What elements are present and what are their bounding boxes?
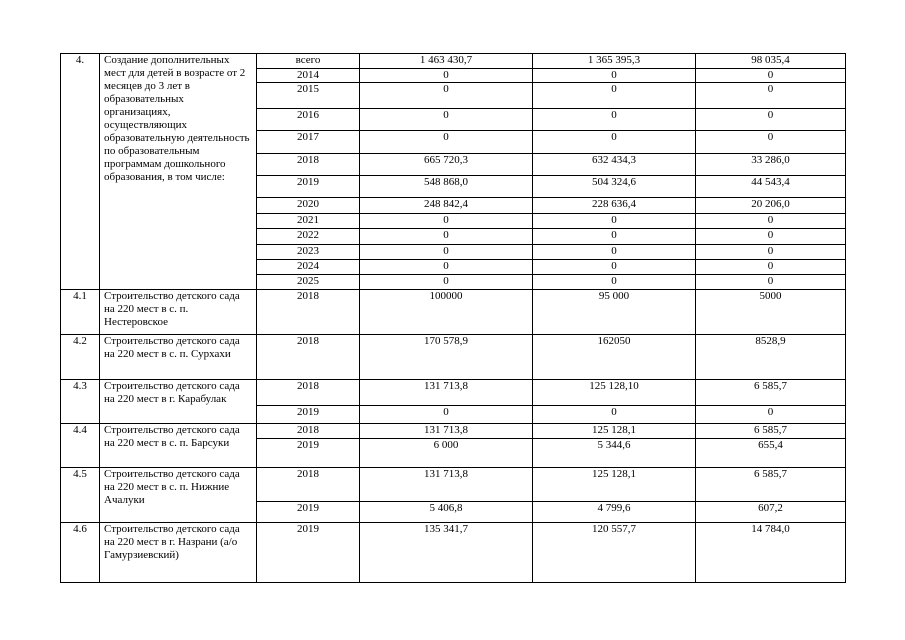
total-cell: 0	[360, 406, 533, 424]
year-cell: 2019	[257, 439, 360, 468]
total-cell: 0	[360, 109, 533, 131]
year-cell: 2017	[257, 131, 360, 154]
year-cell: всего	[257, 54, 360, 69]
federal-cell: 0	[533, 109, 696, 131]
federal-cell: 0	[533, 83, 696, 109]
federal-cell: 125 128,1	[533, 468, 696, 502]
total-cell: 665 720,3	[360, 154, 533, 176]
regional-cell: 98 035,4	[696, 54, 846, 69]
total-cell: 1 463 430,7	[360, 54, 533, 69]
regional-cell: 6 585,7	[696, 424, 846, 439]
total-cell: 100000	[360, 290, 533, 335]
table-row	[61, 380, 846, 406]
regional-cell: 44 543,4	[696, 176, 846, 198]
year-cell: 2019	[257, 523, 360, 583]
row-number: 4.6	[61, 523, 100, 583]
regional-cell: 0	[696, 275, 846, 290]
table-row	[61, 468, 846, 502]
table-row	[61, 424, 846, 439]
year-cell: 2018	[257, 424, 360, 439]
regional-cell: 6 585,7	[696, 468, 846, 502]
year-cell: 2018	[257, 154, 360, 176]
total-cell: 0	[360, 83, 533, 109]
total-cell: 0	[360, 260, 533, 275]
total-cell: 0	[360, 275, 533, 290]
regional-cell: 0	[696, 229, 846, 245]
federal-cell: 120 557,7	[533, 523, 696, 583]
regional-cell: 0	[696, 109, 846, 131]
regional-cell: 0	[696, 406, 846, 424]
regional-cell: 20 206,0	[696, 198, 846, 214]
federal-cell: 95 000	[533, 290, 696, 335]
measure-name: Строительство детского сада на 220 мест в с. п. Сурхахи	[100, 335, 257, 380]
total-cell: 131 713,8	[360, 468, 533, 502]
regional-cell: 14 784,0	[696, 523, 846, 583]
row-number: 4.5	[61, 468, 100, 523]
measure-name: Строительство детского сада на 220 мест в г. Назрани (а/о Гамурзиевский)	[100, 523, 257, 583]
total-cell: 548 868,0	[360, 176, 533, 198]
total-cell: 0	[360, 69, 533, 83]
federal-cell: 0	[533, 214, 696, 229]
year-cell: 2018	[257, 290, 360, 335]
measure-name: Строительство детского сада на 220 мест в с. п. Нижние Ачалуки	[100, 468, 257, 523]
year-cell: 2025	[257, 275, 360, 290]
measure-name: Создание дополнительных мест для детей в возрасте от 2 месяцев до 3 лет в образовательных организациях, осуществляющих образовательную деятельность по образовательным программам дошкольного образования, в том числе:	[100, 54, 257, 290]
year-cell: 2018	[257, 468, 360, 502]
federal-cell: 504 324,6	[533, 176, 696, 198]
federal-cell: 0	[533, 406, 696, 424]
total-cell: 0	[360, 245, 533, 260]
budget-table	[60, 53, 846, 583]
regional-cell: 0	[696, 260, 846, 275]
year-cell: 2019	[257, 406, 360, 424]
total-cell: 131 713,8	[360, 424, 533, 439]
total-cell: 248 842,4	[360, 198, 533, 214]
federal-cell: 0	[533, 69, 696, 83]
year-cell: 2015	[257, 83, 360, 109]
regional-cell: 8528,9	[696, 335, 846, 380]
year-cell: 2016	[257, 109, 360, 131]
year-cell: 2021	[257, 214, 360, 229]
federal-cell: 125 128,10	[533, 380, 696, 406]
regional-cell: 0	[696, 214, 846, 229]
total-cell: 135 341,7	[360, 523, 533, 583]
regional-cell: 0	[696, 69, 846, 83]
federal-cell: 0	[533, 245, 696, 260]
total-cell: 0	[360, 131, 533, 154]
regional-cell: 6 585,7	[696, 380, 846, 406]
federal-cell: 1 365 395,3	[533, 54, 696, 69]
row-number: 4.	[61, 54, 100, 290]
year-cell: 2019	[257, 176, 360, 198]
table-row	[61, 54, 846, 69]
total-cell: 131 713,8	[360, 380, 533, 406]
row-number: 4.3	[61, 380, 100, 424]
federal-cell: 5 344,6	[533, 439, 696, 468]
federal-cell: 228 636,4	[533, 198, 696, 214]
regional-cell: 5000	[696, 290, 846, 335]
regional-cell: 0	[696, 131, 846, 154]
regional-cell: 655,4	[696, 439, 846, 468]
federal-cell: 0	[533, 275, 696, 290]
total-cell: 5 406,8	[360, 502, 533, 523]
year-cell: 2019	[257, 502, 360, 523]
federal-cell: 0	[533, 229, 696, 245]
measure-name: Строительство детского сада на 220 мест в с. п. Нестеровское	[100, 290, 257, 335]
federal-cell: 162050	[533, 335, 696, 380]
regional-cell: 33 286,0	[696, 154, 846, 176]
year-cell: 2022	[257, 229, 360, 245]
year-cell: 2024	[257, 260, 360, 275]
total-cell: 0	[360, 229, 533, 245]
year-cell: 2018	[257, 335, 360, 380]
federal-cell: 0	[533, 131, 696, 154]
federal-cell: 4 799,6	[533, 502, 696, 523]
table-row	[61, 523, 846, 583]
total-cell: 170 578,9	[360, 335, 533, 380]
row-number: 4.4	[61, 424, 100, 468]
table-row	[61, 335, 846, 380]
total-cell: 0	[360, 214, 533, 229]
row-number: 4.2	[61, 335, 100, 380]
table-row	[61, 290, 846, 335]
regional-cell: 607,2	[696, 502, 846, 523]
federal-cell: 0	[533, 260, 696, 275]
measure-name: Строительство детского сада на 220 мест в с. п. Барсуки	[100, 424, 257, 468]
year-cell: 2014	[257, 69, 360, 83]
federal-cell: 125 128,1	[533, 424, 696, 439]
regional-cell: 0	[696, 245, 846, 260]
row-number: 4.1	[61, 290, 100, 335]
regional-cell: 0	[696, 83, 846, 109]
year-cell: 2023	[257, 245, 360, 260]
measure-name: Строительство детского сада на 220 мест в г. Карабулак	[100, 380, 257, 424]
total-cell: 6 000	[360, 439, 533, 468]
year-cell: 2018	[257, 380, 360, 406]
federal-cell: 632 434,3	[533, 154, 696, 176]
year-cell: 2020	[257, 198, 360, 214]
table-body	[61, 54, 846, 583]
